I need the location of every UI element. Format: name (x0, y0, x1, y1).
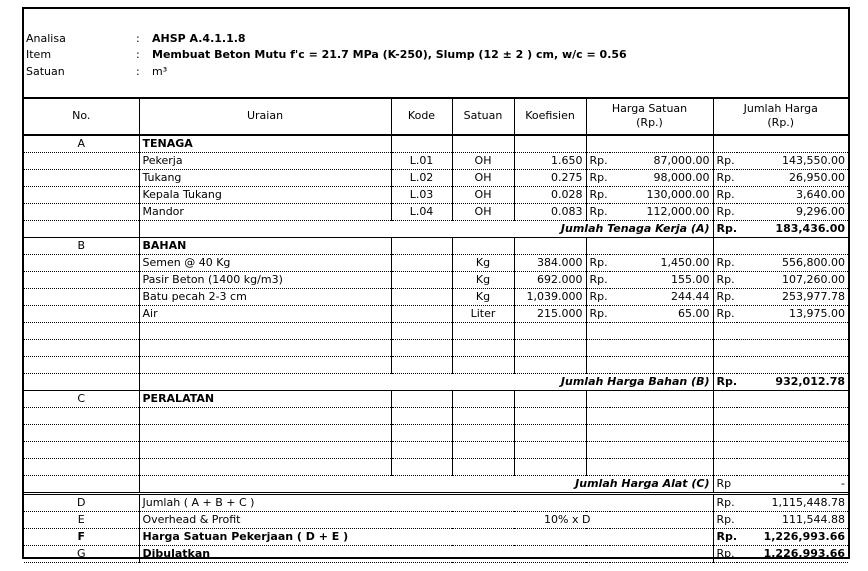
section-row-peralatan: C PERALATAN (24, 391, 848, 408)
subtotal-row-peralatan: Jumlah Harga Alat (C) Rp - (24, 476, 848, 494)
col-no: No. (24, 97, 139, 135)
summary-row-g: G Dibulatkan Rp. 1,226,993.66 (24, 546, 848, 563)
subtotal-label: Jumlah Tenaga Kerja (A) (139, 221, 713, 238)
table-header-row (24, 97, 848, 135)
item-label: Item (26, 48, 52, 61)
price-analysis-table (24, 97, 848, 563)
col-harga-satuan: Harga Satuan (Rp.) (586, 97, 713, 135)
satuan-value: m³ (152, 65, 168, 78)
subtotal-value: - (737, 476, 848, 494)
analisa-row: Analisa : AHSP A.4.1.1.8 (26, 32, 246, 45)
table-row: Pasir Beton (1400 kg/m3) Kg 692.000 Rp. 155.00 Rp. 107,260.00 (24, 272, 848, 289)
item-row: Item : Membuat Beton Mutu f'c = 21.7 MPa (K-250), Slump (12 ± 2 ) cm, w/c = 0.56 (26, 48, 627, 61)
empty-row (24, 340, 848, 357)
empty-row (24, 323, 848, 340)
col-kode: Kode (391, 97, 452, 135)
empty-row (24, 357, 848, 374)
empty-row (24, 408, 848, 425)
col-jumlah-harga: Jumlah Harga (Rp.) (713, 97, 848, 135)
section-row-bahan: B BAHAN (24, 238, 848, 255)
subtotal-row-tenaga: Jumlah Tenaga Kerja (A) Rp. 183,436.00 (24, 221, 848, 238)
table-row: Kepala Tukang L.03 OH 0.028 Rp. 130,000.00 Rp. 3,640.00 (24, 187, 848, 204)
col-koefisien: Koefisien (514, 97, 586, 135)
summary-row-e: E Overhead & Profit 10% x D Rp. 111,544.88 (24, 512, 848, 529)
empty-row (24, 459, 848, 476)
subtotal-label: Jumlah Harga Bahan (B) (139, 374, 713, 391)
table-row: Tukang L.02 OH 0.275 Rp. 98,000.00 Rp. 26,950.00 (24, 170, 848, 187)
table-row: Air Liter 215.000 Rp. 65.00 Rp. 13,975.00 (24, 306, 848, 323)
satuan-row: Satuan : m³ (26, 65, 168, 78)
satuan-label: Satuan (26, 65, 65, 78)
item-value: Membuat Beton Mutu f'c = 21.7 MPa (K-250), Slump (12 ± 2 ) cm, w/c = 0.56 (152, 48, 627, 61)
summary-row-d: D Jumlah ( A + B + C ) Rp. 1,115,448.78 (24, 494, 848, 512)
section-row-tenaga: A TENAGA (24, 135, 848, 153)
ahsp-sheet (22, 7, 850, 559)
summary-row-f: F Harga Satuan Pekerjaan ( D + E ) Rp. 1,226,993.66 (24, 529, 848, 546)
subtotal-value: 183,436.00 (737, 221, 848, 238)
table-row: Pekerja L.01 OH 1.650 Rp. 87,000.00 Rp. 143,550.00 (24, 153, 848, 170)
col-uraian: Uraian (139, 97, 391, 135)
empty-row (24, 425, 848, 442)
analisa-label: Analisa (26, 32, 66, 45)
table-row: Batu pecah 2-3 cm Kg 1,039.000 Rp. 244.44 Rp. 253,977.78 (24, 289, 848, 306)
empty-row (24, 442, 848, 459)
col-satuan: Satuan (452, 97, 514, 135)
analisa-value: AHSP A.4.1.1.8 (152, 32, 246, 45)
subtotal-value: 932,012.78 (737, 374, 848, 391)
analysis-header (24, 9, 848, 99)
table-row: Semen @ 40 Kg Kg 384.000 Rp. 1,450.00 Rp. 556,800.00 (24, 255, 848, 272)
table-row: Mandor L.04 OH 0.083 Rp. 112,000.00 Rp. 9,296.00 (24, 204, 848, 221)
subtotal-label: Jumlah Harga Alat (C) (139, 476, 713, 494)
subtotal-row-bahan: Jumlah Harga Bahan (B) Rp. 932,012.78 (24, 374, 848, 391)
